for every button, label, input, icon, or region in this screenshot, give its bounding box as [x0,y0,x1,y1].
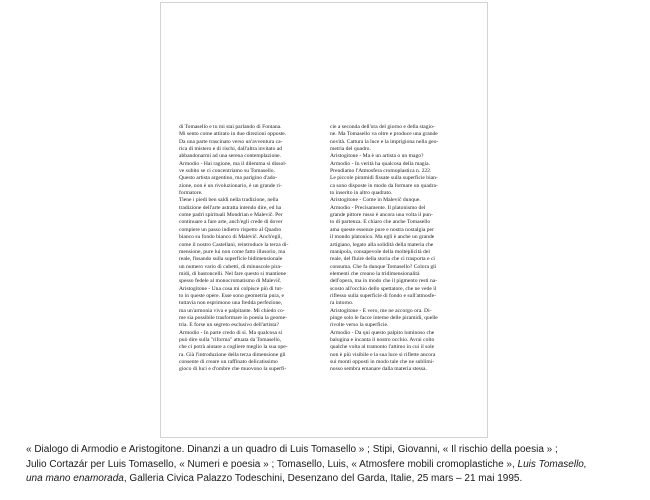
text-line: rica di mistero e di rischi, dall'altra invitato ad [179,146,283,153]
text-line: rivolte verso la superficie. [330,322,389,329]
text-line: ca sono disposte in modo da formare un quadra- [330,182,438,189]
text-line: di Tomasello e tu mi stai parlando di Fontana. [179,124,282,130]
text-line: scosto all'occhio dello spettatore, che ne vede il [330,285,437,292]
text-line: me sia possibile trasformare in poesia la geome- [179,314,287,321]
text-line: che ci potrà aiutare a cogliere meglio la sua ope- [179,344,288,351]
caption-text-3b: , Galleria Civica Palazzo Todeschini, Desenzano del Garda, Italie, 25 mars – 21 mai 1995. [123,473,523,485]
text-line: reale, del fluire della storia che ci trasporta e ci [330,256,435,263]
text-column-right [330,124,471,374]
text-line: metria del quadro. [330,146,371,153]
text-line: balugina e incanta il nostro occhio. Avrai colto [330,336,435,343]
image-caption [26,443,638,487]
text-line: cie a seconda dell'ora del giorno e della stagio- [330,124,435,130]
text-line: ma un'armonia viva e palpitante. Mi chiedo co- [179,307,285,314]
text-line: sui monti opposti in modo tale che ne sublimi- [330,359,435,365]
text-line: Da una parte trascinato verso un'avventura ca- [179,138,283,145]
text-line: Aristogitone - Una cosa mi colpisce più di tut- [179,285,283,292]
text-line: midi, di bastoncelli. Nel fare questo si mantiene [179,270,287,277]
text-line: abbandonarmi ad una serena contemplazione. [179,153,282,160]
text-line: reale, fissando sulla superficie bidimensionale [179,256,283,263]
caption-text-2a: Julio Cortazár per Luis Tomasello, « Numeri e poesia » ; Tomasello, Luis, « Atmosfere mobili cromoplastiche », [26,458,518,470]
text-line: ne. Ma Tomasello va oltre e produce una grande [330,131,438,138]
text-line: ve subito se ci concentriamo su Tomasello. [179,168,275,175]
caption-line-3 [26,472,638,487]
text-line: grande pittore russo è ancora una volta il pun- [330,212,433,219]
caption-line-1 [26,443,638,458]
text-line: continuare a fare arte, anch'egli crede di dover [179,219,283,226]
text-line: Le piccole piramidi fissate sulla superficie bian- [330,175,438,182]
text-line: riflesso sulla superficie di fondo e sull'atmosfe- [330,292,437,299]
text-line: artigiano, legato alla solidità della materia che [330,241,434,248]
text-line: ra intorno. [330,300,354,307]
text-line: spesso fedele al monocromatismo di Malevič. [179,278,282,285]
text-line: consuma. Che fa dunque Tomasello? Colora gli [330,263,437,270]
caption-text-3a: una mano enamorada [26,473,124,485]
text-line: Armodio - In parte credo di sì. Ma qualcosa si [179,329,283,336]
text-line: può dire sulla "riforma" attuata da Tomasello, [179,336,282,343]
text-line: il mondo platonico. Ma egli è anche un grande [330,234,435,241]
text-line: bianco su fondo bianco di Malevič. Anch'egli, [179,234,282,241]
text-line: come padri spirituali Mondrian e Malevič. Per [179,212,283,219]
text-line: Aristogitone - Ma è un artista o un mago? [330,153,424,160]
text-line: to inserito in altro quadrato. [330,190,393,197]
text-line: manipola, consapevole della molteplicità del [330,248,430,255]
text-line: Aristogitone - Come in Malevič dunque. [330,197,421,204]
text-line: elementi che creano la tridimensionalità [330,270,420,277]
text-line: Mi sento come attirato in due direzioni opposte. [179,131,287,138]
text-line: non è più visibile e la sua luce si riflette ancora [330,351,436,358]
text-line: ra. Già l'introduzione della terza dimensione gli [179,351,286,358]
text-line: come il nostro Castellani, reintroduce la terza di- [179,241,289,248]
text-line: tuttavia non esprimono una fredda perfezione, [179,300,283,307]
text-line: Armodio - Precisamente. Il platonismo del [330,204,426,211]
text-line: Questo artista argentino, ma parigino d'ado- [179,175,278,182]
text-line: Tiene i piedi ben saldi nella tradizione, nella [179,197,279,204]
text-line: Prendiamo l'Atmosfera cromoplastica n. 222. [330,168,432,175]
text-line: Aristogitone - È vero, me ne accorgo ora. Di- [330,307,432,314]
text-line: to di partenza. È chiaro che anche Tomasello [330,219,431,226]
text-line: nosso sembra emanare dalla materia stessa. [330,366,427,373]
scanned-page [160,2,488,438]
text-line: mensione, pure lui non come fatto illusorio, ma [179,248,286,255]
text-line: Armodio - In verità ha qualcosa della magia. [330,160,431,167]
caption-text-1: « Dialogo di Armodio e Aristogitone. Dinanzi a un quadro di Luis Tomasello » ; Stipi, Giovanni, « Il rischio della poesia » ; [26,444,558,455]
text-line: formatore. [179,190,203,197]
text-line: zione, non è un rivoluzionario, è un grande ri- [179,182,282,189]
text-line: novità. Cattura la luce e la imprigiona nella geo- [330,138,439,145]
text-line: to in queste opere. Esse sono geometria pura, e [179,292,285,299]
text-column-left [179,124,320,374]
text-line: qualche volta al tramonto l'attimo in cui il sole [330,344,435,351]
text-line: consente di creare un raffinato delicatissimo [179,359,278,365]
text-line: tria. È forse un segreto esclusivo dell'artista? [179,322,279,329]
caption-line-2 [26,458,638,473]
text-line: ama queste essenze pure e nostra nostalgia per [330,226,434,233]
text-line: tradizione dell'arte astratta intendo dire, ed ha [179,204,282,211]
text-line: compiere un passo indietro rispetto al Quadro [179,226,282,233]
text-line: pinge solo le facce interne delle piramidi, quelle [330,314,438,321]
text-line: dell'opera, ma in modo che il pigmento resti na- [330,278,438,285]
text-line: un numero vario di cubetti, di minuscole pira- [179,263,282,270]
text-line: Armodio - Da qui questo palpito luminoso che [330,329,435,336]
caption-text-2b: Luis Tomasello, [517,458,587,470]
text-line: gioco di luci e d'ombre che muovono la superfi- [179,366,287,373]
text-line: Armodio - Hai ragione, ma il dilemma si dissol- [179,160,287,167]
